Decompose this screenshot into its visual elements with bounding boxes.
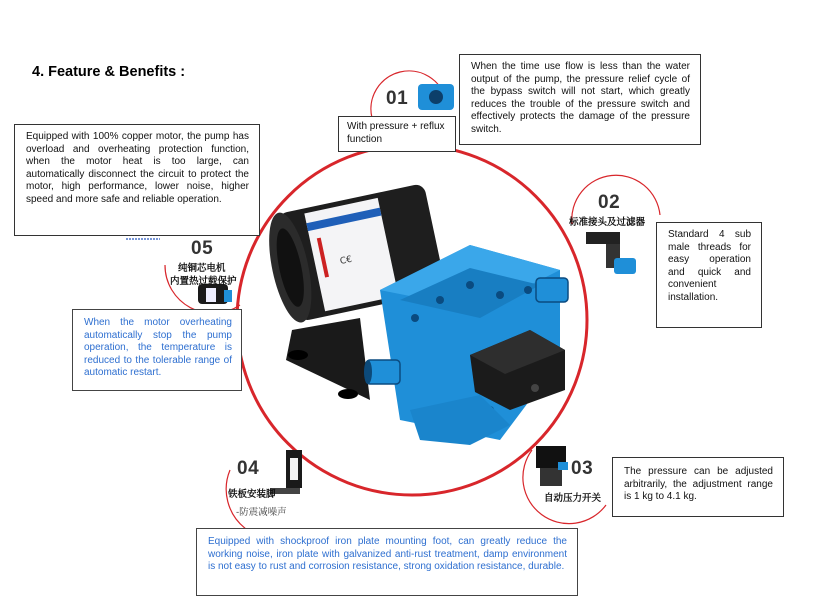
badge-label-04b: -防震减噪声 [236,507,287,518]
feature-text-03: The pressure can be adjusted arbitrarily, the adjustment range is 1 kg to 4.1 kg. [624,466,773,503]
feature-box-05-restart [72,309,242,391]
feature-text-04: Equipped with shockproof iron plate mounting foot, can greatly reduce the working noise, iron plate with galvanized anti-rust treatment, damp environment is not easy to rust and corrosion resistance, strong oxidation resistance, durable. [208,536,567,573]
feature-box-01 [338,116,456,152]
feature-text-02: Standard 4 sub male threads for easy operation and quick and convenient installation. [668,229,751,303]
feature-text-01: With pressure + reflux function [347,121,445,145]
feature-box-05-motor [14,124,260,236]
thumbnail-05 [198,284,232,304]
feature-box-04 [196,528,578,596]
thumbnail-01 [418,84,454,110]
badge-number-02: 02 [598,192,621,213]
thumbnail-03 [536,446,568,486]
badge-label-03: 自动压力开关 [544,493,602,504]
badge-number-01: 01 [386,88,409,109]
badge-number-05: 05 [191,238,214,259]
feature-text-05-motor: Equipped with 100% copper motor, the pump has overload and overheating protection function, when the motor heat is too large, can automatically disconnect the circuit to protect the motor, high performance, lower noise, higher speed and more safe and reliable operation. [26,131,249,205]
section-heading: 4. Feature & Benefits : [32,64,186,80]
badge-number-03: 03 [571,458,594,479]
feature-box-02 [656,222,762,328]
feature-box-03 [612,457,784,517]
bypass-note-text: When the time use flow is less than the water output of the pump, the pressure relief cycle of the bypass switch will not start, which greatly reduces the trouble of the pressure switch and effectively protects the damage of the pressure switch. [471,61,690,135]
thumbnail-02 [586,232,636,274]
badge-number-04: 04 [237,458,260,479]
badge-label-05b: 内置热过载保护 [170,276,237,287]
badge-label-02: 标准接头及过滤器 [569,217,646,228]
badge-label-05a: 纯铜芯电机 [178,263,226,274]
badge-label-04a: 铁板安装脚 [228,489,276,500]
pump-illustration [261,182,568,445]
feature-text-05-restart: When the motor overheating automatically stop the pump operation, the temperature is reduced to the tolerable range of automatic restart. [84,317,232,379]
svg-text:C€: C€ [339,254,354,267]
bypass-note-box [459,54,701,145]
